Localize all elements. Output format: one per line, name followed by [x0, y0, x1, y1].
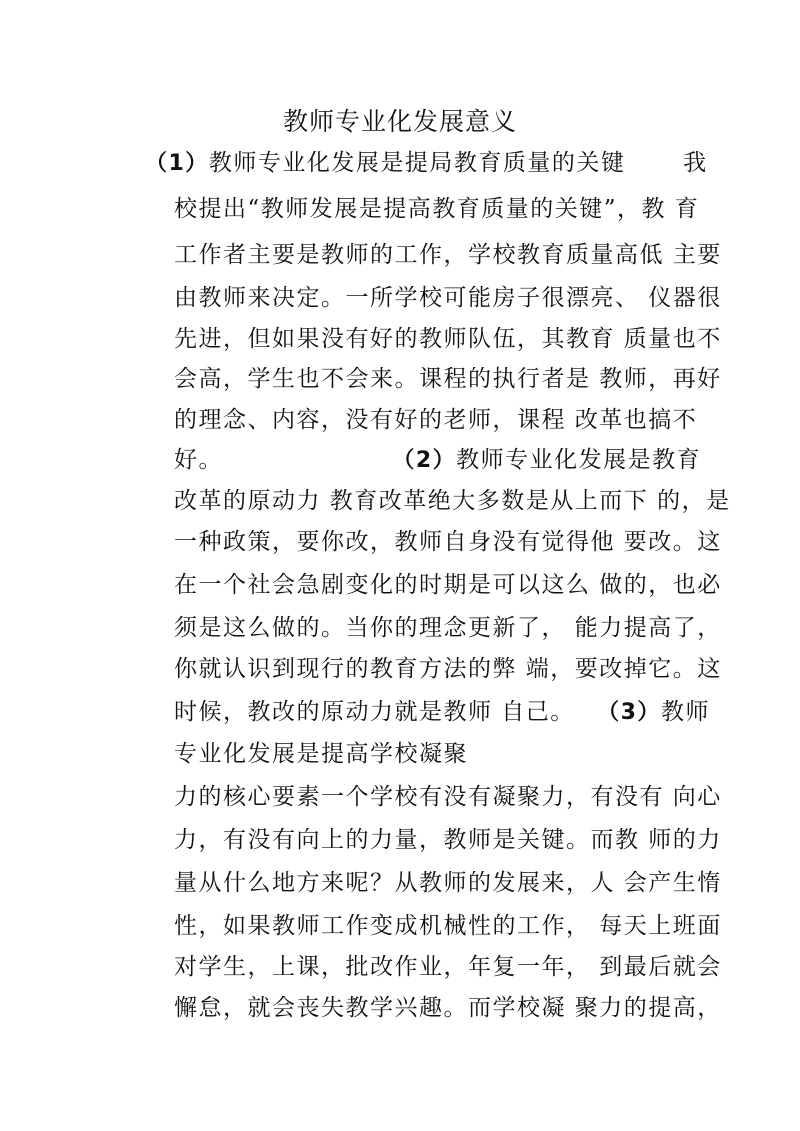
body-line: 由教师来决定。一所学校可能房子很漂亮、 仪器很	[174, 285, 722, 311]
body-line: 对学生，上课，批改作业，年复一年， 到最后就会	[174, 954, 722, 980]
body-line: 时候，教改的原动力就是教师 自己。 （3）教师	[174, 699, 710, 725]
body-line: 校提出“教师发展是提高教育质量的关键”，教 育	[174, 196, 700, 222]
section-number: （1）	[145, 151, 209, 176]
body-line: 力，有没有向上的力量，教师是关键。而教 师的力	[174, 827, 722, 853]
body-line: 改革的原动力 教育改革绝大多数是从上而下 的，是	[174, 488, 731, 514]
body-line: 在一个社会急剧变化的时期是可以这么 做的，也必	[174, 572, 722, 598]
body-line: 一种政策，要你改，教师自身没有觉得他 要改。这	[174, 529, 722, 555]
body-line: 工作者主要是教师的工作，学校教育质量高低 主要	[174, 242, 722, 268]
body-line: 专业化发展是提高学校凝聚	[174, 741, 468, 767]
body-line: 量从什么地方来呢？从教师的发展来，人 会产生惰	[174, 870, 722, 896]
body-line: 你就认识到现行的教育方法的弊 端，要改掉它。这	[174, 656, 722, 682]
body-line: 懈怠，就会丧失教学兴趣。而学校凝 聚力的提高，	[174, 995, 722, 1021]
body-line: 的理念、内容，没有好的老师，课程 改革也搞不	[174, 407, 698, 433]
body-line: （1）教师专业化发展是提局教育质量的关键 我	[145, 150, 708, 176]
body-line: 力的核心要素一个学校有没有凝聚力，有没有 向心	[174, 784, 722, 810]
section-number: （2）	[403, 448, 457, 473]
body-line: 性，如果教师工作变成机械性的工作， 每天上班面	[174, 913, 722, 939]
body-line: 先进，但如果没有好的教师队伍，其教育 质量也不	[174, 326, 722, 352]
body-line: 好。 （2）教师专业化发展是教育	[174, 447, 702, 473]
document-title: 教师专业化发展意义	[282, 107, 517, 136]
section-number: （3）	[608, 700, 661, 725]
body-line: 会高，学生也不会来。课程的执行者是 教师，再好	[174, 366, 722, 392]
body-line: 须是这么做的。当你的理念更新了， 能力提高了，	[174, 615, 722, 641]
